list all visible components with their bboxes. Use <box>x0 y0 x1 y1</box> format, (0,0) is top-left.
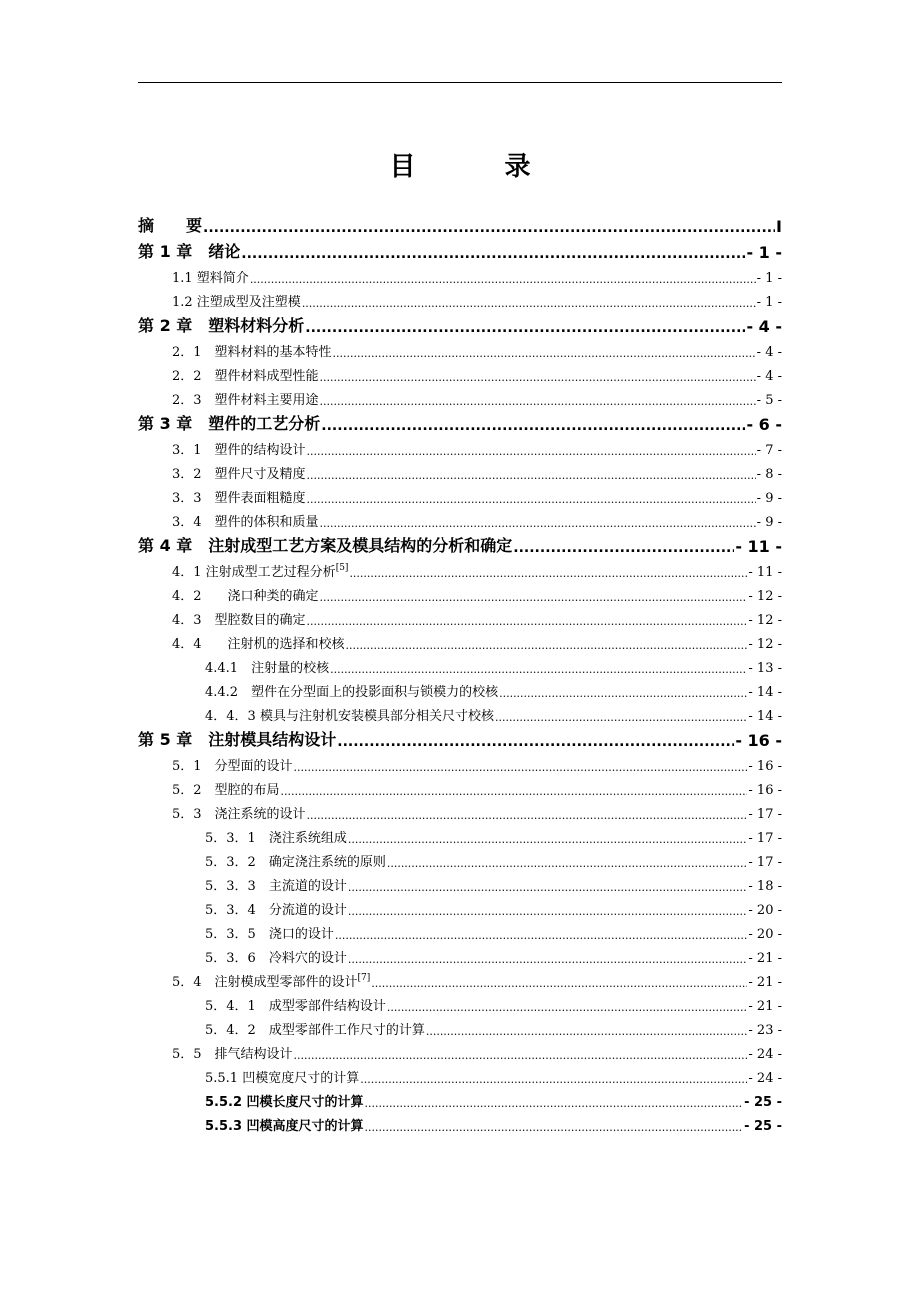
toc-page-number: - 13 - <box>748 661 782 676</box>
toc-entry-text: 2．2 塑件材料成型性能 <box>172 369 319 384</box>
toc-page-number: - 17 - <box>748 831 782 846</box>
toc-entry[interactable] <box>138 506 782 530</box>
toc-entry-text: 5．3．5 浇口的设计 <box>205 927 334 942</box>
toc-page-number: - 11 - <box>748 565 782 580</box>
dot-leader <box>294 1049 748 1062</box>
toc-entry[interactable] <box>138 310 782 336</box>
toc-entry-text: 第 3 章 塑件的工艺分析 <box>138 414 321 433</box>
toc-entry[interactable] <box>138 894 782 918</box>
toc-page-number: - 24 - <box>748 1071 782 1086</box>
toc-entry[interactable] <box>138 700 782 724</box>
toc-entry-text: 3．2 塑件尺寸及精度 <box>172 467 306 482</box>
toc-entry-text: 5.5.1 凹模宽度尺寸的计算 <box>205 1071 360 1086</box>
toc-entry-text: 3．4 塑件的体积和质量 <box>172 515 319 530</box>
toc-entry[interactable] <box>138 676 782 700</box>
toc-entry-text: 5．4．2 成型零部件工作尺寸的计算 <box>205 1023 425 1038</box>
dot-leader <box>241 246 745 262</box>
toc-page-number: - 12 - <box>748 613 782 628</box>
dot-leader <box>348 833 748 846</box>
dot-leader <box>348 905 748 918</box>
dot-leader <box>321 418 745 434</box>
dot-leader <box>307 445 756 458</box>
dot-leader <box>387 857 748 870</box>
dot-leader <box>371 977 747 990</box>
toc-entry-label <box>172 439 306 458</box>
toc-entry-label <box>172 463 306 482</box>
dot-leader <box>335 929 748 942</box>
toc-entry-label <box>205 681 498 700</box>
toc-entry-label <box>138 239 240 262</box>
toc-entry-text: 5．5 排气结构设计 <box>172 1047 293 1062</box>
dot-leader <box>387 1001 748 1014</box>
dot-leader <box>294 761 748 774</box>
toc-entry-label <box>205 827 347 846</box>
toc-page-number: - 20 - <box>748 903 782 918</box>
toc-entry-text: 第 5 章 注射模具结构设计 <box>138 730 337 749</box>
toc-entry-label <box>205 995 386 1014</box>
toc-entry-label <box>205 1019 425 1038</box>
toc-page-number: - 1 - <box>756 271 782 286</box>
toc-entry-label <box>138 533 512 556</box>
toc-entry[interactable] <box>138 942 782 966</box>
dot-leader <box>281 785 748 798</box>
toc-entry[interactable] <box>138 1014 782 1038</box>
toc-page-number: - 9 - <box>756 515 782 530</box>
toc-entry[interactable] <box>138 1086 782 1110</box>
toc-page-number: - 24 - <box>748 1047 782 1062</box>
toc-page-number: - 11 - <box>735 537 782 556</box>
toc-page-number: - 20 - <box>748 927 782 942</box>
toc-entry-text: 5．4．1 成型零部件结构设计 <box>205 999 386 1014</box>
toc-entry-text: 5．3．1 浇注系统组成 <box>205 831 347 846</box>
toc-entry-label <box>172 561 348 580</box>
toc-entry-text: 4．3 型腔数目的确定 <box>172 613 306 628</box>
toc-entry-label <box>138 411 320 434</box>
toc-entry-label <box>138 313 304 336</box>
toc-entry-label <box>138 727 336 750</box>
toc-page-number: - 21 - <box>748 975 782 990</box>
page-title: 目 录 <box>389 152 571 182</box>
toc-page-number: - 1 - <box>756 295 782 310</box>
toc-entry[interactable] <box>138 384 782 408</box>
dot-leader <box>305 320 745 336</box>
toc-page-number: I <box>776 217 782 236</box>
table-of-contents <box>138 210 782 1134</box>
toc-entry-text: 4．1 注射成型工艺过程分析 <box>172 565 336 580</box>
dot-leader <box>302 297 756 310</box>
toc-entry[interactable] <box>138 1110 782 1134</box>
toc-page-number: - 18 - <box>748 879 782 894</box>
toc-entry-label <box>172 291 301 310</box>
dot-leader <box>320 371 756 384</box>
dot-leader <box>320 517 756 530</box>
dot-leader <box>307 615 748 628</box>
toc-page-number: - 17 - <box>748 807 782 822</box>
dot-leader <box>349 567 747 580</box>
toc-entry-label <box>205 851 386 870</box>
dot-leader <box>346 639 748 652</box>
toc-entry-text: 4．2 浇口种类的确定 <box>172 589 319 604</box>
toc-page-number: - 14 - <box>748 685 782 700</box>
toc-entry-label <box>172 633 345 652</box>
toc-entry-label <box>205 875 347 894</box>
toc-page-number: - 23 - <box>748 1023 782 1038</box>
toc-entry[interactable] <box>138 482 782 506</box>
dot-leader <box>426 1025 748 1038</box>
toc-page-number: - 17 - <box>748 855 782 870</box>
dot-leader <box>307 809 748 822</box>
toc-entry[interactable] <box>138 210 782 236</box>
dot-leader <box>330 663 747 676</box>
toc-entry[interactable] <box>138 286 782 310</box>
toc-entry-label <box>172 971 370 990</box>
dot-leader <box>495 711 747 724</box>
toc-entry-label <box>172 341 332 360</box>
toc-entry[interactable] <box>138 458 782 482</box>
toc-entry[interactable] <box>138 262 782 286</box>
toc-page-number: - 4 - <box>746 317 782 336</box>
toc-entry[interactable] <box>138 846 782 870</box>
toc-entry-text: 3．3 塑件表面粗糙度 <box>172 491 306 506</box>
toc-entry[interactable] <box>138 1062 782 1086</box>
dot-leader <box>307 469 756 482</box>
toc-entry[interactable] <box>138 336 782 360</box>
toc-entry[interactable] <box>138 408 782 434</box>
toc-entry-text: 第 1 章 绪论 <box>138 242 241 261</box>
toc-entry[interactable] <box>138 604 782 628</box>
toc-entry[interactable] <box>138 530 782 556</box>
toc-entry[interactable] <box>138 652 782 676</box>
toc-page-number: - 16 - <box>748 783 782 798</box>
toc-entry-label <box>172 267 249 286</box>
toc-entry-label <box>172 585 319 604</box>
toc-entry[interactable] <box>138 750 782 774</box>
toc-page-number: - 16 - <box>735 731 782 750</box>
toc-entry[interactable] <box>138 628 782 652</box>
header-rule <box>138 82 782 83</box>
toc-entry[interactable] <box>138 822 782 846</box>
toc-entry-text: 第 4 章 注射成型工艺方案及模具结构的分析和确定 <box>138 536 513 555</box>
toc-page-number: - 14 - <box>748 709 782 724</box>
toc-entry[interactable] <box>138 966 782 990</box>
toc-entry[interactable] <box>138 360 782 384</box>
toc-page-number: - 21 - <box>748 951 782 966</box>
toc-entry-text: 摘 要 <box>138 216 203 235</box>
toc-entry-text: 4．4．3 模具与注射机安装模具部分相关尺寸校核 <box>205 709 494 724</box>
dot-leader <box>499 687 747 700</box>
toc-entry-label <box>172 487 306 506</box>
toc-entry[interactable] <box>138 434 782 458</box>
citation-ref: [5] <box>335 563 349 573</box>
toc-page-number: - 7 - <box>756 443 782 458</box>
toc-page-number: - 12 - <box>748 589 782 604</box>
toc-page-number: - 4 - <box>756 345 782 360</box>
toc-entry-label <box>205 1115 364 1134</box>
toc-entry[interactable] <box>138 798 782 822</box>
toc-entry-label <box>205 923 334 942</box>
toc-entry-label <box>205 705 494 724</box>
toc-page-number: - 8 - <box>756 467 782 482</box>
toc-entry-label <box>205 1091 364 1110</box>
toc-entry-label <box>138 213 202 236</box>
toc-entry[interactable] <box>138 236 782 262</box>
toc-entry-label <box>172 755 293 774</box>
toc-entry-text: 4．4 注射机的选择和校核 <box>172 637 345 652</box>
toc-entry-text: 5．3．2 确定浇注系统的原则 <box>205 855 386 870</box>
dot-leader <box>365 1121 744 1134</box>
dot-leader <box>250 273 756 286</box>
dot-leader <box>513 540 734 556</box>
toc-entry-text: 5.5.3 凹模高度尺寸的计算 <box>205 1119 364 1134</box>
toc-entry-text: 3．1 塑件的结构设计 <box>172 443 306 458</box>
toc-entry[interactable] <box>138 918 782 942</box>
dot-leader <box>337 734 734 750</box>
toc-page-number: - 25 - <box>744 1095 782 1110</box>
dot-leader <box>348 881 748 894</box>
toc-entry-text: 1.2 注塑成型及注塑模 <box>172 295 301 310</box>
toc-page-number: - 6 - <box>746 415 782 434</box>
toc-page-number: - 5 - <box>756 393 782 408</box>
dot-leader <box>203 220 775 236</box>
toc-entry-text: 2．3 塑件材料主要用途 <box>172 393 319 408</box>
toc-page-number: - 9 - <box>756 491 782 506</box>
toc-entry-label <box>172 365 319 384</box>
toc-page-number: - 1 - <box>746 243 782 262</box>
toc-entry-text: 1.1 塑料简介 <box>172 271 249 286</box>
toc-page-number: - 16 - <box>748 759 782 774</box>
toc-entry-label <box>172 803 306 822</box>
dot-leader <box>320 395 756 408</box>
toc-entry-label <box>172 511 319 530</box>
toc-entry-label <box>205 899 347 918</box>
dot-leader <box>333 347 756 360</box>
toc-entry-label <box>205 1067 359 1086</box>
toc-entry-text: 4.4.2 塑件在分型面上的投影面积与锁模力的校核 <box>205 685 499 700</box>
toc-entry-text: 5．4 注射模成型零部件的设计 <box>172 975 358 990</box>
toc-page-number: - 21 - <box>748 999 782 1014</box>
toc-entry-label <box>172 389 319 408</box>
toc-entry[interactable] <box>138 774 782 798</box>
toc-entry[interactable] <box>138 1038 782 1062</box>
toc-entry-text: 第 2 章 塑料材料分析 <box>138 316 305 335</box>
toc-entry-text: 4.4.1 注射量的校核 <box>205 661 330 676</box>
toc-entry-text: 5．3．3 主流道的设计 <box>205 879 347 894</box>
dot-leader <box>307 493 756 506</box>
toc-entry-text: 5．1 分型面的设计 <box>172 759 293 774</box>
toc-entry[interactable] <box>138 990 782 1014</box>
toc-entry[interactable] <box>138 724 782 750</box>
toc-entry-label <box>205 657 329 676</box>
toc-entry[interactable] <box>138 556 782 580</box>
toc-entry-text: 5．3 浇注系统的设计 <box>172 807 306 822</box>
toc-entry-text: 5．3．4 分流道的设计 <box>205 903 347 918</box>
toc-entry[interactable] <box>138 580 782 604</box>
toc-page-number: - 4 - <box>756 369 782 384</box>
toc-entry-label <box>172 1043 293 1062</box>
toc-page-number: - 25 - <box>744 1119 782 1134</box>
dot-leader <box>365 1097 744 1110</box>
toc-entry-text: 2．1 塑料材料的基本特性 <box>172 345 332 360</box>
citation-ref: [7] <box>357 973 371 983</box>
dot-leader <box>360 1073 747 1086</box>
toc-page-number: - 12 - <box>748 637 782 652</box>
toc-entry-text: 5．3．6 冷料穴的设计 <box>205 951 347 966</box>
toc-entry[interactable] <box>138 870 782 894</box>
toc-entry-text: 5．2 型腔的布局 <box>172 783 280 798</box>
toc-entry-label <box>172 779 280 798</box>
dot-leader <box>320 591 748 604</box>
toc-entry-label <box>205 947 347 966</box>
dot-leader <box>348 953 748 966</box>
toc-entry-label <box>172 609 306 628</box>
toc-entry-text: 5.5.2 凹模长度尺寸的计算 <box>205 1095 364 1110</box>
